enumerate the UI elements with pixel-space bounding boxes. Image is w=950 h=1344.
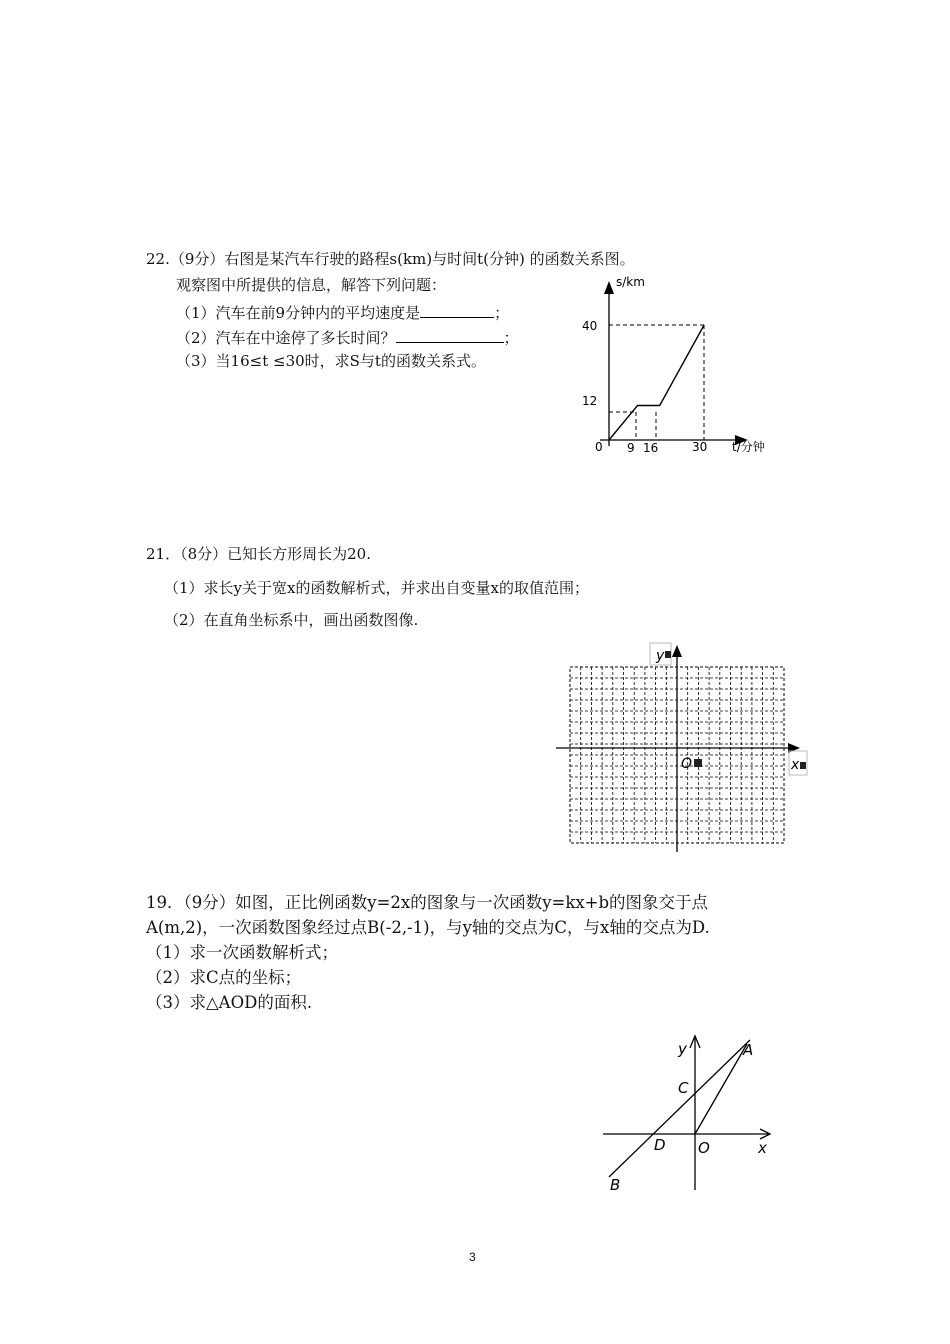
fig-label-y: y bbox=[678, 1040, 687, 1058]
t-axis-label: t/分钟 bbox=[732, 440, 765, 454]
q21-title: 21．（8分）已知长方形周长为20. bbox=[146, 545, 371, 563]
line-y-kx-b bbox=[609, 1040, 750, 1177]
q22-part2-text: （2）汽车在中途停了多长时间？ bbox=[176, 329, 396, 347]
q19-line1: 19．（9分）如图，正比例函数y=2x的图象与一次函数y=kx+b的图象交于点 bbox=[146, 893, 709, 912]
fig-label-O: O bbox=[698, 1139, 710, 1157]
origin-label: 0 bbox=[595, 440, 603, 454]
fig-label-B: B bbox=[610, 1176, 621, 1194]
tick-label-9: 9 bbox=[627, 441, 635, 455]
fig-label-A: A bbox=[743, 1041, 754, 1059]
fig-label-x: x bbox=[758, 1139, 767, 1157]
tick-label-40: 40 bbox=[582, 319, 598, 333]
tick-label-30: 30 bbox=[692, 440, 708, 454]
q21-part2: （2）在直角坐标系中，画出函数图像. bbox=[164, 611, 419, 629]
q19-part1: （1）求一次函数解析式； bbox=[146, 943, 338, 962]
q19-part3: （3）求△AOD的面积. bbox=[146, 993, 313, 1012]
s-axis-label: s/km bbox=[616, 275, 645, 289]
fig-label-D: D bbox=[654, 1136, 666, 1154]
q19-line2: A(m,2)，一次函数图象经过点B(-2,-1)，与y轴的交点为C，与x轴的交点为D. bbox=[146, 918, 710, 937]
q22-part1-end: ； bbox=[494, 304, 510, 322]
q22-intro: 观察图中所提供的信息，解答下列问题： bbox=[176, 276, 447, 294]
q22-part1-text: （1）汽车在前9分钟内的平均速度是 bbox=[176, 304, 421, 322]
q21-part1: （1）求长y关于宽x的函数解析式，并求出自变量x的取值范围； bbox=[164, 579, 589, 597]
page-number: 3 bbox=[469, 1250, 476, 1264]
grid-origin-label: O bbox=[681, 756, 693, 772]
grid-y-label: y bbox=[656, 648, 665, 664]
fig-label-C: C bbox=[678, 1079, 689, 1097]
tick-label-12: 12 bbox=[582, 394, 598, 408]
line-y-2x bbox=[695, 1044, 747, 1134]
q22-title: 22.（9分）右图是某汽车行驶的路程s(km)与时间t(分钟) 的函数关系图。 bbox=[146, 250, 635, 268]
grid-x-label: x bbox=[791, 757, 800, 773]
tick-label-16: 16 bbox=[643, 441, 659, 455]
q22-part2-end: ； bbox=[503, 329, 519, 347]
q22-part3: （3）当16≤t ≤30时，求S与t的函数关系式。 bbox=[176, 352, 486, 370]
q19-part2: （2）求C点的坐标； bbox=[146, 968, 302, 987]
